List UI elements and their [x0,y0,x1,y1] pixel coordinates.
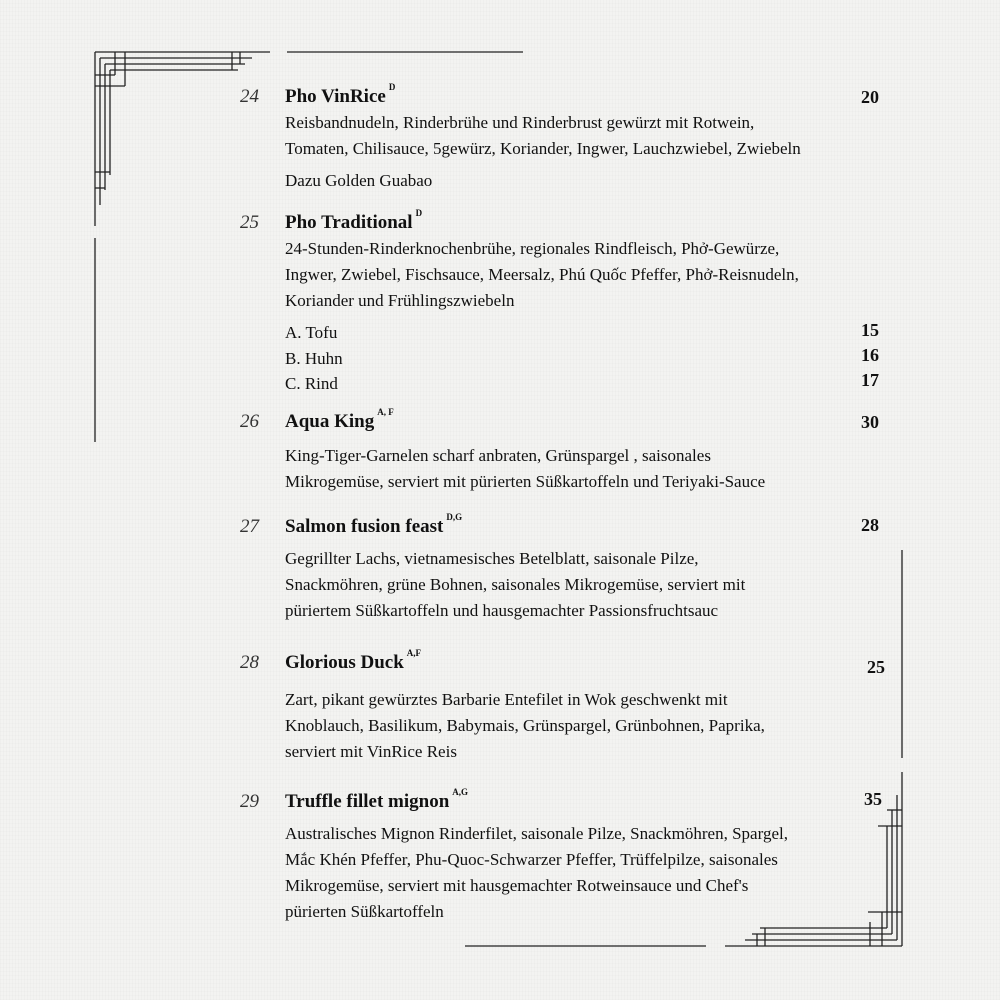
allergen-codes: A,F [406,648,422,658]
allergen-codes: D,G [446,512,463,522]
item-number: 29 [240,791,259,812]
option-price: 15 [861,320,879,340]
item-description: Australisches Mignon Rinderfilet, saisonale Pilze, Snackmöhren, Spargel, Mắc Khén Pfeffer, Phu-Quoc-Schwarzer Pfeffer, Trüffelpilze, saisonales Mikrogemüse, serviert mit hausgemachter Rotweinsauce und Chef's pürierten Süßkartoffeln [285,824,788,921]
option-price: 16 [861,345,879,365]
item-note: Dazu Golden Guabao [285,171,433,190]
item-name: Truffle fillet mignon $^{A,G}$ [285,787,469,812]
item-price: 28 [861,515,879,535]
item-name: Pho Traditional $^D$ [285,208,423,233]
item-price: 30 [861,412,879,432]
item-price: 25 [867,657,885,677]
item-number: 28 [240,652,259,673]
option-price: 17 [861,370,879,390]
item-price: 35 [864,789,882,809]
item-description: Reisbandnudeln, Rinderbrühe und Rinderbrust gewürzt mit Rotwein, Tomaten, Chilisauce, 5gewürz, Koriander, Ingwer, Lauchzwiebel, Zwiebeln [285,113,801,158]
item-description: King-Tiger-Garnelen scharf anbraten, Grünspargel , saisonales Mikrogemüse, serviert mit pürierten Süßkartoffeln und Teriyaki-Sauce [285,446,766,491]
item-number: 26 [240,411,259,432]
option-label: A. Tofu [285,323,338,342]
item-name: Salmon fusion feast $^{D,G}$ [285,512,463,537]
item-number: 25 [240,212,259,233]
item-name: Aqua King $^{A, F}$ [285,407,394,432]
item-name: Glorious Duck $^{A,F}$ [285,648,422,673]
item-number: 24 [240,86,259,107]
allergen-codes: D [388,82,396,92]
item-description: Gegrillter Lachs, vietnamesisches Betelblatt, saisonale Pilze, Snackmöhren, grüne Bohnen, saisonales Mikrogemüse, serviert mit püriertem Süßkartoffeln und hausgemachter Passionsfruchtsauc [285,549,746,620]
allergen-codes: A, F [377,407,394,417]
allergen-codes: A,G [452,787,469,797]
allergen-codes: D [415,208,423,218]
item-number: 27 [240,516,259,537]
option-label: C. Rind [285,374,338,393]
item-description: 24-Stunden-Rinderknochenbrühe, regionales Rindfleisch, Phở-Gewürze, Ingwer, Zwiebel, Fischsauce, Meersalz, Phú Quốc Pfeffer, Phở-Reisnudeln, Koriander und Frühlingszwiebeln [285,239,799,310]
option-label: B. Huhn [285,349,343,368]
item-price: 20 [861,87,879,107]
item-name: Pho VinRice $^D$ [285,82,396,107]
item-description: Zart, pikant gewürztes Barbarie Entefilet in Wok geschwenkt mit Knoblauch, Basilikum, Babymais, Grünspargel, Grünbohnen, Paprika, serviert mit VinRice Reis [285,690,765,761]
